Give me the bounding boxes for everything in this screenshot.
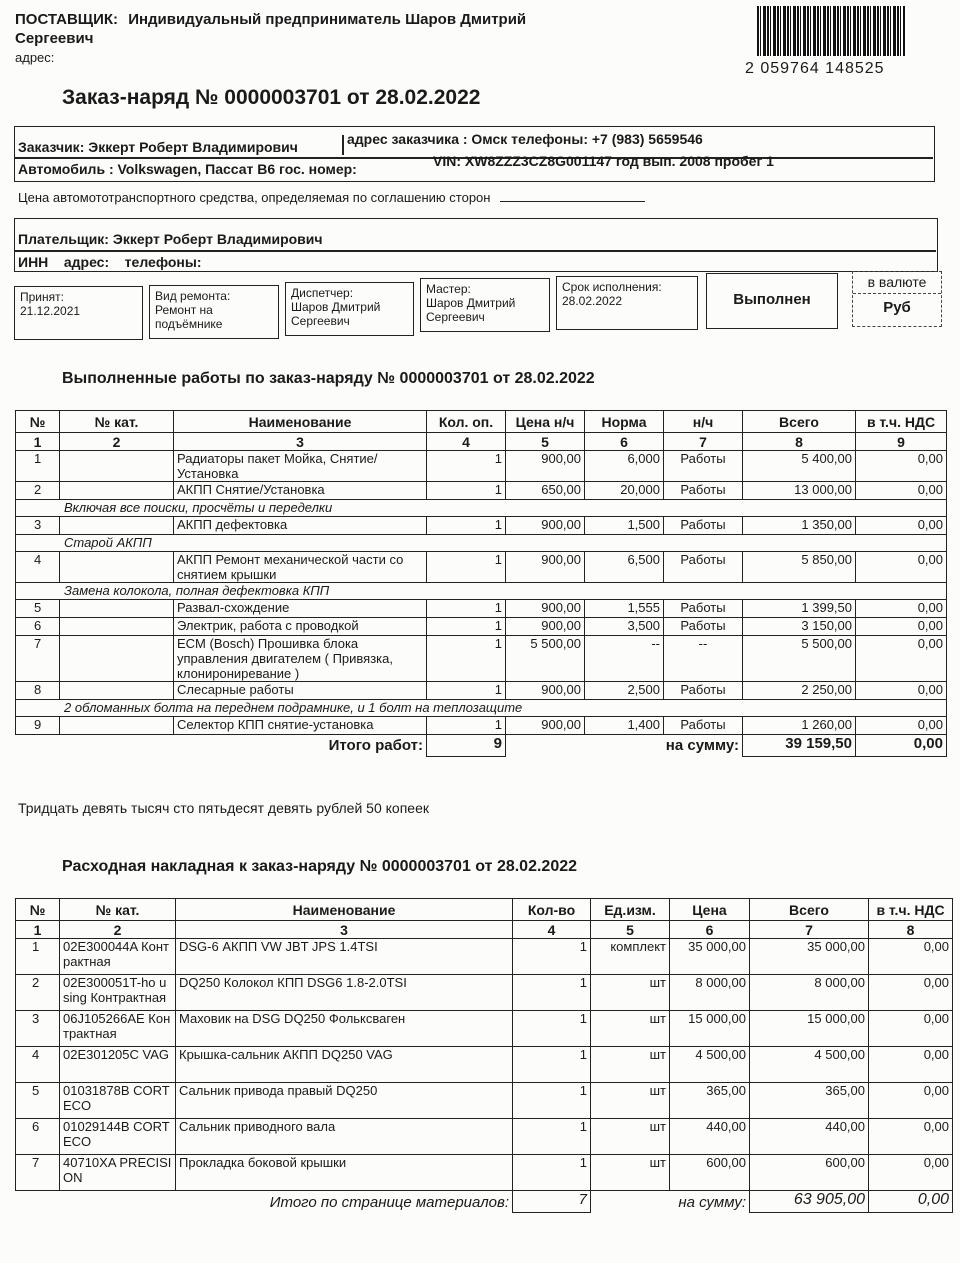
- supplier-block: [15, 10, 735, 67]
- materials-header-n: №: [16, 899, 60, 921]
- materials-colnum: 4: [513, 921, 591, 939]
- works-cell-n: 1: [16, 451, 60, 482]
- works-cell-price: 650,00: [506, 482, 585, 500]
- accepted-value: 21.12.2021: [20, 304, 81, 318]
- works-header-unit: н/ч: [664, 411, 743, 433]
- works-header-cat: № кат.: [60, 411, 174, 433]
- works-cell-cat: [60, 552, 174, 583]
- works-cell-cat: [60, 682, 174, 700]
- works-cell-qty: 1: [427, 517, 506, 535]
- customer-name: Заказчик: Эккерт Роберт Владимирович: [18, 139, 298, 155]
- works-cell-total: 3 150,00: [743, 618, 856, 636]
- works-cell-unit: Работы: [664, 682, 743, 700]
- works-colnum: 2: [60, 433, 174, 451]
- works-cell-qty: 1: [427, 636, 506, 682]
- materials-cell-unit: шт: [591, 1047, 670, 1083]
- works-cell-n: 4: [16, 552, 60, 583]
- materials-cell-unit: шт: [591, 1155, 670, 1191]
- works-cell-vat: 0,00: [856, 717, 947, 735]
- supplier-name: Индивидуальный предприниматель Шаров Дмитрий: [128, 11, 527, 28]
- works-header-qty: Кол. оп.: [427, 411, 506, 433]
- materials-cell-n: 4: [16, 1047, 60, 1083]
- works-cell-total: 1 350,00: [743, 517, 856, 535]
- materials-cell-name: Крышка-сальник АКПП DQ250 VAG: [176, 1047, 513, 1083]
- materials-cell-cat: 01031878B CORTECO: [60, 1083, 176, 1119]
- car-info: Автомобиль : Volkswagen, Пассат В6 гос. номер:: [18, 161, 357, 177]
- works-cell-total: 5 850,00: [743, 552, 856, 583]
- works-cell-price: 900,00: [506, 517, 585, 535]
- works-note: Включая все поиски, просчёты и переделки: [16, 500, 947, 517]
- works-cell-vat: 0,00: [856, 682, 947, 700]
- price-note: Цена автомототранспортного средства, определяемая по соглашению сторон: [18, 190, 645, 205]
- materials-colnum: 3: [176, 921, 513, 939]
- works-header-price: Цена н/ч: [506, 411, 585, 433]
- works-header-total: Всего: [743, 411, 856, 433]
- works-cell-vat: 0,00: [856, 600, 947, 618]
- materials-cell-qty: 1: [513, 975, 591, 1011]
- works-total-qty: 9: [427, 735, 506, 757]
- sum-in-words: Тридцать девять тысяч сто пятьдесят девять рублей 50 копеек: [18, 800, 429, 816]
- materials-cell-qty: 1: [513, 1083, 591, 1119]
- works-note-row: [16, 535, 947, 552]
- materials-cell-price: 440,00: [670, 1119, 750, 1155]
- materials-table-row: [16, 1047, 953, 1083]
- materials-cell-total: 600,00: [750, 1155, 869, 1191]
- works-cell-vat: 0,00: [856, 482, 947, 500]
- materials-table-row: [16, 975, 953, 1011]
- works-cell-price: 900,00: [506, 600, 585, 618]
- works-cell-cat: [60, 451, 174, 482]
- works-cell-qty: 1: [427, 600, 506, 618]
- works-cell-unit: Работы: [664, 517, 743, 535]
- works-cell-norm: 3,500: [585, 618, 664, 636]
- works-table-row: [16, 600, 947, 618]
- works-cell-unit: Работы: [664, 618, 743, 636]
- works-cell-qty: 1: [427, 482, 506, 500]
- works-header-norm: Норма: [585, 411, 664, 433]
- works-header-n: №: [16, 411, 60, 433]
- works-cell-norm: 1,500: [585, 517, 664, 535]
- materials-cell-vat: 0,00: [869, 1047, 953, 1083]
- accepted-box: [14, 286, 143, 340]
- repair-type-box: [149, 285, 279, 339]
- materials-cell-cat: 06J105266AE Контрактная: [60, 1011, 176, 1047]
- works-cell-n: 3: [16, 517, 60, 535]
- materials-cell-price: 15 000,00: [670, 1011, 750, 1047]
- price-blank-line: [500, 201, 645, 202]
- deadline-value: 28.02.2022: [562, 294, 623, 308]
- materials-cell-n: 5: [16, 1083, 60, 1119]
- materials-cell-n: 3: [16, 1011, 60, 1047]
- materials-cell-unit: шт: [591, 1083, 670, 1119]
- currency-block: [852, 271, 942, 327]
- materials-total-label: Итого по странице материалов:: [269, 1194, 509, 1211]
- works-cell-n: 9: [16, 717, 60, 735]
- works-note-row: [16, 583, 947, 600]
- works-cell-vat: 0,00: [856, 451, 947, 482]
- works-cell-total: 1 260,00: [743, 717, 856, 735]
- works-cell-total: 13 000,00: [743, 482, 856, 500]
- works-cell-vat: 0,00: [856, 618, 947, 636]
- works-header-vat: в т.ч. НДС: [856, 411, 947, 433]
- works-colnum: 7: [664, 433, 743, 451]
- works-sum-label: на сумму:: [665, 737, 739, 754]
- materials-cell-name: DSG-6 АКПП VW JBT JPS 1.4TSI: [176, 939, 513, 975]
- barcode: [757, 6, 905, 56]
- materials-cell-qty: 1: [513, 939, 591, 975]
- currency-label: в валюте: [867, 274, 927, 290]
- materials-cell-name: Прокладка боковой крышки: [176, 1155, 513, 1191]
- works-cell-norm: 20,000: [585, 482, 664, 500]
- materials-sum-label: на сумму:: [678, 1194, 746, 1211]
- works-cell-price: 900,00: [506, 552, 585, 583]
- works-colnum: 1: [16, 433, 60, 451]
- works-colnum: 5: [506, 433, 585, 451]
- works-colnum: 4: [427, 433, 506, 451]
- materials-cell-name: Сальник привода правый DQ250: [176, 1083, 513, 1119]
- works-cell-vat: 0,00: [856, 552, 947, 583]
- works-table-row: [16, 717, 947, 735]
- materials-cell-vat: 0,00: [869, 975, 953, 1011]
- works-cell-price: 900,00: [506, 717, 585, 735]
- materials-cell-total: 35 000,00: [750, 939, 869, 975]
- works-cell-name: АКПП дефектовка: [174, 517, 427, 535]
- works-cell-n: 2: [16, 482, 60, 500]
- works-table-row: [16, 451, 947, 482]
- materials-title: Расходная накладная к заказ-наряду № 0000003701 от 28.02.2022: [62, 858, 578, 875]
- materials-cell-cat: 40710XA PRECISION: [60, 1155, 176, 1191]
- materials-header-total: Всего: [750, 899, 869, 921]
- materials-cell-name: Сальник приводного вала: [176, 1119, 513, 1155]
- page-title: Заказ-наряд № 0000003701 от 28.02.2022: [62, 86, 481, 109]
- materials-cell-qty: 1: [513, 1047, 591, 1083]
- works-cell-name: Селектор КПП снятие-установка: [174, 717, 427, 735]
- works-cell-unit: Работы: [664, 717, 743, 735]
- works-cell-norm: 6,000: [585, 451, 664, 482]
- materials-table-row: [16, 939, 953, 975]
- works-cell-cat: [60, 517, 174, 535]
- works-colnum: 8: [743, 433, 856, 451]
- dispatcher-value: Шаров Дмитрий Сергеевич: [291, 300, 381, 328]
- works-table-row: [16, 682, 947, 700]
- works-table-row: [16, 482, 947, 500]
- materials-cell-price: 365,00: [670, 1083, 750, 1119]
- materials-cell-vat: 0,00: [869, 939, 953, 975]
- works-cell-price: 5 500,00: [506, 636, 585, 682]
- materials-header-cat: № кат.: [60, 899, 176, 921]
- works-total-label: Итого работ:: [328, 737, 423, 754]
- barcode-number: 2 059764 148525: [745, 60, 885, 77]
- works-table-row: [16, 636, 947, 682]
- materials-cell-n: 6: [16, 1119, 60, 1155]
- materials-cell-n: 2: [16, 975, 60, 1011]
- materials-cell-total: 365,00: [750, 1083, 869, 1119]
- works-cell-name: ECM (Bosch) Прошивка блока управления двигателем ( Привязка, клонирониревание ): [174, 636, 427, 682]
- materials-total-qty: 7: [513, 1191, 591, 1213]
- deadline-label: Срок исполнения:: [562, 280, 662, 294]
- works-cell-vat: 0,00: [856, 636, 947, 682]
- works-cell-qty: 1: [427, 682, 506, 700]
- works-cell-n: 5: [16, 600, 60, 618]
- materials-colnum: 5: [591, 921, 670, 939]
- materials-cell-total: 440,00: [750, 1119, 869, 1155]
- deadline-box: [556, 276, 698, 330]
- works-cell-total: 5 500,00: [743, 636, 856, 682]
- works-cell-cat: [60, 618, 174, 636]
- works-cell-total: 2 250,00: [743, 682, 856, 700]
- customer-divider: [342, 135, 344, 155]
- works-colnum: 9: [856, 433, 947, 451]
- works-cell-name: Электрик, работа с проводкой: [174, 618, 427, 636]
- works-cell-qty: 1: [427, 552, 506, 583]
- works-title: Выполненные работы по заказ-наряду № 0000003701 от 28.02.2022: [62, 370, 595, 387]
- works-cell-norm: 1,400: [585, 717, 664, 735]
- repair-type-value: Ремонт на подъёмнике: [155, 303, 223, 331]
- works-cell-price: 900,00: [506, 682, 585, 700]
- materials-cell-vat: 0,00: [869, 1083, 953, 1119]
- works-cell-total: 5 400,00: [743, 451, 856, 482]
- supplier-label: ПОСТАВЩИК:: [15, 11, 119, 28]
- materials-table-row: [16, 1119, 953, 1155]
- materials-cell-total: 4 500,00: [750, 1047, 869, 1083]
- works-cell-cat: [60, 636, 174, 682]
- materials-header-qty: Кол-во: [513, 899, 591, 921]
- works-table: [15, 410, 947, 757]
- materials-cell-unit: комплект: [591, 939, 670, 975]
- dispatcher-label: Диспетчер:: [291, 286, 354, 300]
- materials-cell-name: Маховик на DSG DQ250 Фольксваген: [176, 1011, 513, 1047]
- works-cell-norm: 1,555: [585, 600, 664, 618]
- materials-cell-cat: 02E300044A Контрактная: [60, 939, 176, 975]
- works-colnum: 3: [174, 433, 427, 451]
- materials-colnum: 6: [670, 921, 750, 939]
- materials-cell-cat: 02E300051T-ho using Контрактная: [60, 975, 176, 1011]
- materials-cell-n: 1: [16, 939, 60, 975]
- materials-cell-name: DQ250 Колокол КПП DSG6 1.8-2.0TSI: [176, 975, 513, 1011]
- materials-cell-price: 8 000,00: [670, 975, 750, 1011]
- works-cell-unit: --: [664, 636, 743, 682]
- materials-header-name: Наименование: [176, 899, 513, 921]
- vin-info: VIN: XW8ZZZ3CZ8G001147 год вып. 2008 пробег 1: [433, 153, 774, 169]
- works-cell-vat: 0,00: [856, 517, 947, 535]
- works-table-row: [16, 552, 947, 583]
- works-cell-norm: 6,500: [585, 552, 664, 583]
- materials-cell-qty: 1: [513, 1119, 591, 1155]
- materials-colnum: 2: [60, 921, 176, 939]
- materials-cell-vat: 0,00: [869, 1011, 953, 1047]
- materials-cell-price: 4 500,00: [670, 1047, 750, 1083]
- materials-colnum: 7: [750, 921, 869, 939]
- works-cell-n: 7: [16, 636, 60, 682]
- materials-cell-unit: шт: [591, 1119, 670, 1155]
- works-note-row: [16, 500, 947, 517]
- works-cell-n: 6: [16, 618, 60, 636]
- works-header-name: Наименование: [174, 411, 427, 433]
- works-table-row: [16, 517, 947, 535]
- works-table-row: [16, 618, 947, 636]
- accepted-label: Принят:: [20, 290, 64, 304]
- dispatcher-box: [285, 282, 414, 336]
- currency-divider: [853, 293, 941, 294]
- materials-cell-cat: 02E301205C VAG: [60, 1047, 176, 1083]
- materials-header-vat: в т.ч. НДС: [869, 899, 953, 921]
- works-cell-cat: [60, 600, 174, 618]
- customer-address: адрес заказчика : Омск телефоны: +7 (983) 5659546: [347, 131, 703, 147]
- master-label: Мастер:: [426, 282, 471, 296]
- supplier-name-2: Сергеевич: [15, 30, 94, 47]
- works-note: Старой АКПП: [16, 535, 947, 552]
- materials-table-row: [16, 1083, 953, 1119]
- materials-cell-price: 600,00: [670, 1155, 750, 1191]
- address-label: адрес:: [15, 50, 55, 65]
- repair-type-label: Вид ремонта:: [155, 289, 231, 303]
- materials-table: [15, 898, 953, 1213]
- works-cell-unit: Работы: [664, 552, 743, 583]
- works-sum-vat: 0,00: [856, 735, 947, 757]
- status-badge: Выполнен: [706, 273, 838, 329]
- works-cell-cat: [60, 482, 174, 500]
- works-cell-name: АКПП Снятие/Установка: [174, 482, 427, 500]
- payer-name: Плательщик: Эккерт Роберт Владимирович: [18, 231, 323, 247]
- works-sum-value: 39 159,50: [743, 735, 856, 757]
- works-cell-name: АКПП Ремонт механической части со снятием крышки: [174, 552, 427, 583]
- works-cell-norm: 2,500: [585, 682, 664, 700]
- works-cell-name: Слесарные работы: [174, 682, 427, 700]
- payer-line: [15, 250, 936, 252]
- materials-cell-total: 15 000,00: [750, 1011, 869, 1047]
- works-cell-unit: Работы: [664, 482, 743, 500]
- materials-header-price: Цена: [670, 899, 750, 921]
- materials-sum-vat: 0,00: [869, 1191, 953, 1213]
- materials-rows: [16, 939, 953, 1191]
- materials-cell-unit: шт: [591, 975, 670, 1011]
- materials-colnum: 1: [16, 921, 60, 939]
- works-note: 2 обломанных болта на переднем подрамнике, и 1 болт на теплозащите: [16, 700, 947, 717]
- materials-header-unit: Ед.изм.: [591, 899, 670, 921]
- works-note: Замена колокола, полная дефектовка КПП: [16, 583, 947, 600]
- works-colnum: 6: [585, 433, 664, 451]
- works-cell-unit: Работы: [664, 600, 743, 618]
- materials-table-row: [16, 1155, 953, 1191]
- works-cell-norm: --: [585, 636, 664, 682]
- works-cell-total: 1 399,50: [743, 600, 856, 618]
- materials-table-row: [16, 1011, 953, 1047]
- materials-cell-vat: 0,00: [869, 1119, 953, 1155]
- master-box: [420, 278, 550, 332]
- works-note-row: [16, 700, 947, 717]
- materials-cell-price: 35 000,00: [670, 939, 750, 975]
- works-cell-price: 900,00: [506, 618, 585, 636]
- materials-cell-unit: шт: [591, 1011, 670, 1047]
- works-cell-qty: 1: [427, 451, 506, 482]
- works-cell-cat: [60, 717, 174, 735]
- works-rows: [16, 451, 947, 735]
- works-cell-price: 900,00: [506, 451, 585, 482]
- materials-cell-vat: 0,00: [869, 1155, 953, 1191]
- works-cell-unit: Работы: [664, 451, 743, 482]
- works-cell-name: Развал-схождение: [174, 600, 427, 618]
- materials-cell-total: 8 000,00: [750, 975, 869, 1011]
- master-value: Шаров Дмитрий Сергеевич: [426, 296, 516, 324]
- currency-value: Руб: [883, 299, 911, 316]
- works-cell-qty: 1: [427, 618, 506, 636]
- materials-colnum: 8: [869, 921, 953, 939]
- customer-block: [14, 126, 935, 182]
- materials-cell-cat: 01029144B CORTECO: [60, 1119, 176, 1155]
- materials-sum-value: 63 905,00: [750, 1191, 869, 1213]
- works-cell-n: 8: [16, 682, 60, 700]
- payer-block: [14, 218, 938, 272]
- materials-cell-qty: 1: [513, 1155, 591, 1191]
- works-cell-qty: 1: [427, 717, 506, 735]
- materials-cell-qty: 1: [513, 1011, 591, 1047]
- materials-cell-n: 7: [16, 1155, 60, 1191]
- works-cell-name: Радиаторы пакет Мойка, Снятие/Установка: [174, 451, 427, 482]
- inn-line: ИНН адрес: телефоны:: [18, 254, 202, 270]
